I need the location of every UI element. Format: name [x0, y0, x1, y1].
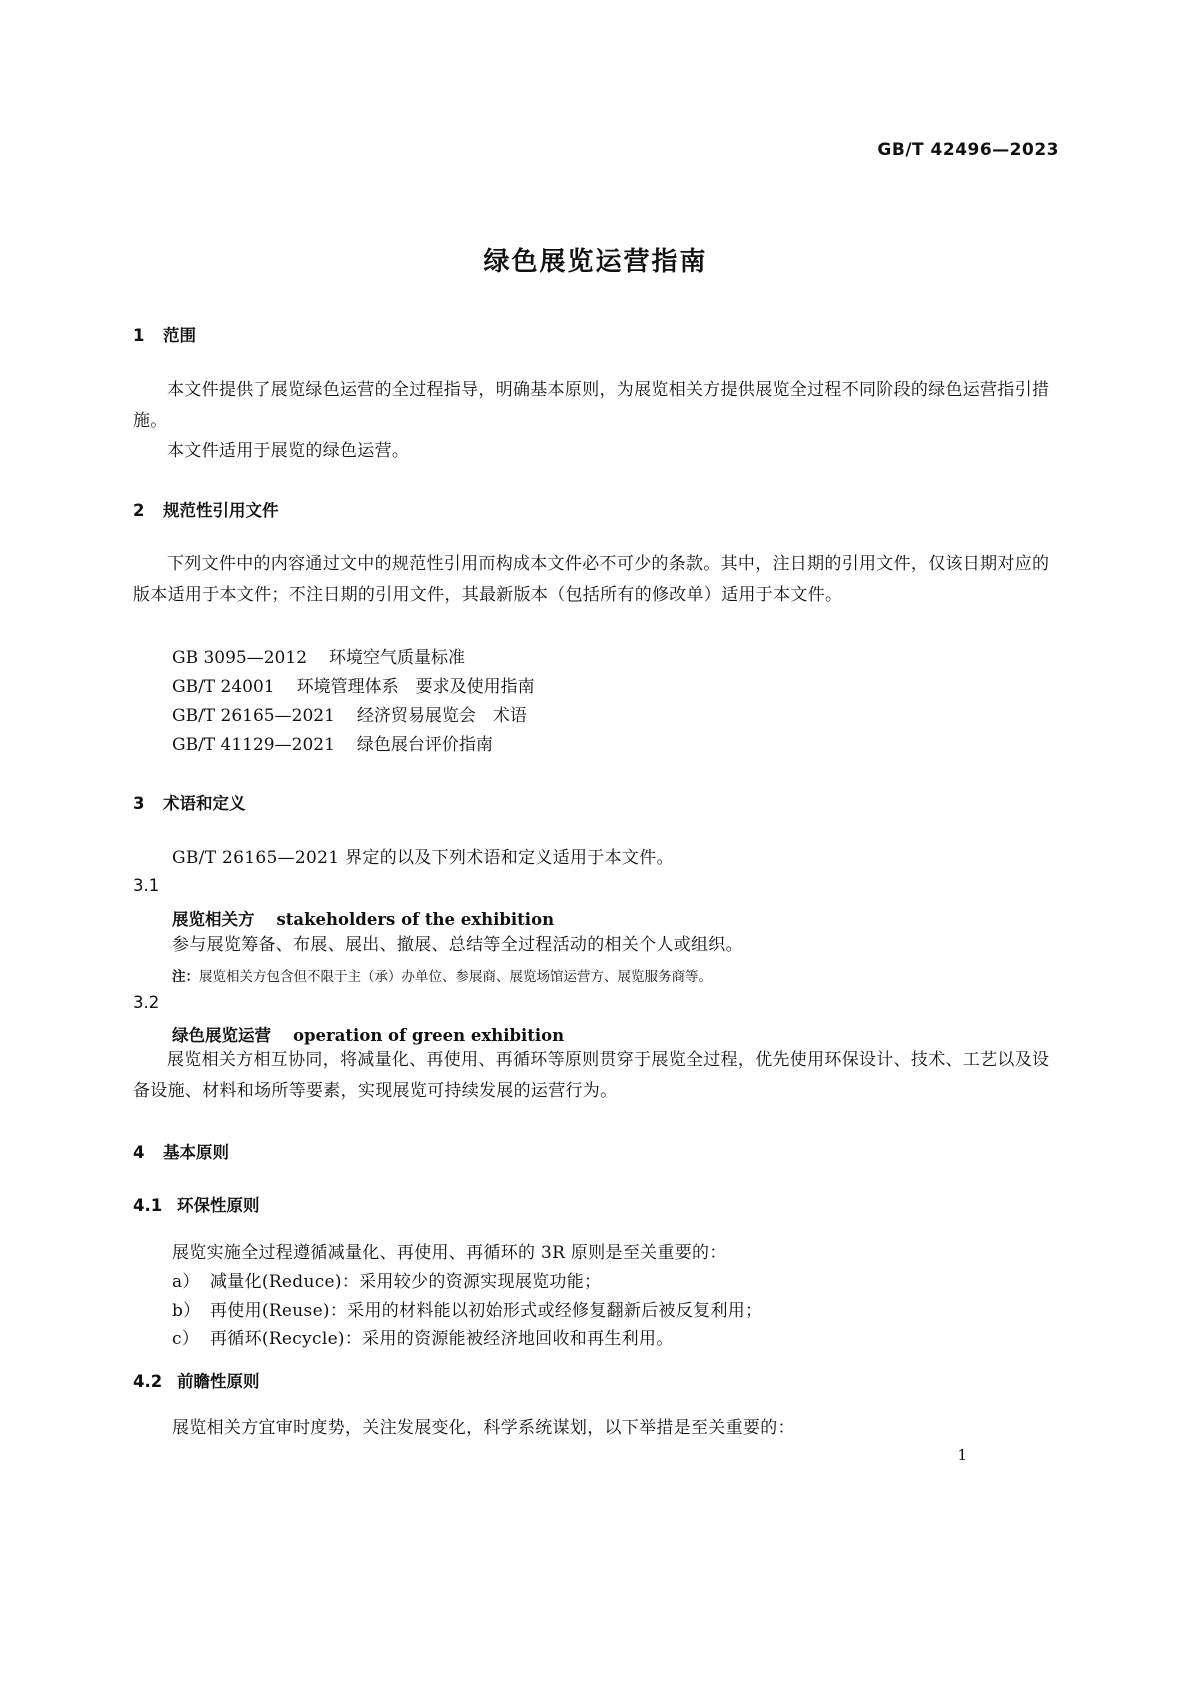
- list-text: 再循环(Recycle)：采用的资源能被经济地回收和再生利用。: [210, 1329, 674, 1349]
- subsection-number: 4.2: [133, 1372, 163, 1391]
- section-1-heading: [133, 322, 196, 346]
- subsection-4-2-intro: 展览相关方宜审时度势，关注发展变化，科学系统谋划，以下举措是至关重要的：: [172, 1418, 795, 1438]
- term-title: [172, 1022, 564, 1046]
- section-number: 4: [133, 1143, 145, 1162]
- term-definition: 参与展览筹备、布展、展出、撤展、总结等全过程活动的相关个人或组织。: [172, 935, 743, 955]
- term-en: operation of green exhibition: [293, 1026, 565, 1045]
- page-number: 1: [957, 1446, 967, 1464]
- subsection-4-2-heading: [133, 1368, 260, 1392]
- section-2-paragraph: 下列文件中的内容通过文中的规范性引用而构成本文件必不可少的条款。其中，注日期的引用文件，仅该日期对应的版本适用于本文件；不注日期的引用文件，其最新版本（包括所有的修改单）适用于本文件。: [133, 554, 1050, 605]
- reference-item: [172, 730, 493, 755]
- note-text: 展览相关方包含但不限于主（承）办单位、参展商、展览场馆运营方、展览服务商等。: [199, 969, 712, 985]
- term-number: 3.1: [133, 876, 160, 895]
- list-text: 再使用(Reuse)：采用的材料能以初始形式或经修复翻新后被反复利用；: [210, 1301, 763, 1321]
- section-1-paragraph-1: 本文件提供了展览绿色运营的全过程指导，明确基本原则，为展览相关方提供展览全过程不同阶段的绿色运营指引措施。: [133, 380, 1050, 431]
- document-title: 绿色展览运营指南: [483, 247, 708, 277]
- subsection-title: 前瞻性原则: [177, 1372, 260, 1391]
- list-text: 减量化(Reduce)：采用较少的资源实现展览功能；: [210, 1272, 602, 1292]
- section-title: 范围: [163, 326, 196, 345]
- reference-title: 经济贸易展览会 术语: [356, 706, 527, 726]
- list-item: [172, 1296, 762, 1327]
- subsection-title: 环保性原则: [177, 1196, 260, 1215]
- standard-code: GB/T 42496—2023: [877, 140, 1059, 160]
- term-definition: 展览相关方相互协同，将减量化、再使用、再循环等原则贯穿于展览全过程，优先使用环保设计、技术、工艺以及设备设施、材料和场所等要素，实现展览可持续发展的运营行为。: [133, 1050, 1050, 1101]
- list-item: [172, 1324, 674, 1355]
- reference-code: GB/T 41129—2021: [172, 735, 335, 755]
- term-en: stakeholders of the exhibition: [276, 910, 555, 929]
- section-title: 基本原则: [163, 1143, 229, 1162]
- reference-title: 环境空气质量标准: [329, 648, 466, 668]
- section-number: 2: [133, 501, 145, 520]
- term-zh: 展览相关方: [172, 910, 255, 929]
- section-title: 术语和定义: [163, 794, 246, 813]
- section-number: 3: [133, 794, 145, 813]
- list-marker: a）: [172, 1272, 200, 1292]
- section-number: 1: [133, 326, 145, 345]
- reference-code: GB 3095—2012: [172, 648, 308, 668]
- subsection-number: 4.1: [133, 1196, 163, 1215]
- section-3-heading: [133, 790, 246, 814]
- section-1-paragraph-2: 本文件适用于展览的绿色运营。: [167, 441, 410, 461]
- section-4-heading: [133, 1139, 229, 1163]
- reference-title: 绿色展台评价指南: [356, 735, 493, 755]
- term-title: [172, 906, 554, 930]
- reference-item: [172, 643, 465, 668]
- reference-title: 环境管理体系 要求及使用指南: [296, 677, 535, 697]
- list-marker: c）: [172, 1329, 200, 1349]
- note-label: 注：: [172, 969, 199, 985]
- section-3-intro: GB/T 26165—2021 界定的以及下列术语和定义适用于本文件。: [172, 848, 674, 868]
- reference-code: GB/T 24001: [172, 677, 275, 697]
- term-note: [172, 965, 712, 985]
- section-title: 规范性引用文件: [163, 501, 279, 520]
- reference-code: GB/T 26165—2021: [172, 706, 335, 726]
- subsection-4-1-heading: [133, 1192, 260, 1216]
- term-number: 3.2: [133, 993, 160, 1012]
- subsection-4-1-intro: 展览实施全过程遵循减量化、再使用、再循环的 3R 原则是至关重要的：: [172, 1243, 727, 1263]
- section-2-heading: [133, 497, 279, 521]
- reference-item: [172, 701, 527, 726]
- term-zh: 绿色展览运营: [172, 1026, 271, 1045]
- list-item: [172, 1267, 601, 1298]
- list-marker: b）: [172, 1301, 201, 1321]
- reference-item: [172, 672, 535, 697]
